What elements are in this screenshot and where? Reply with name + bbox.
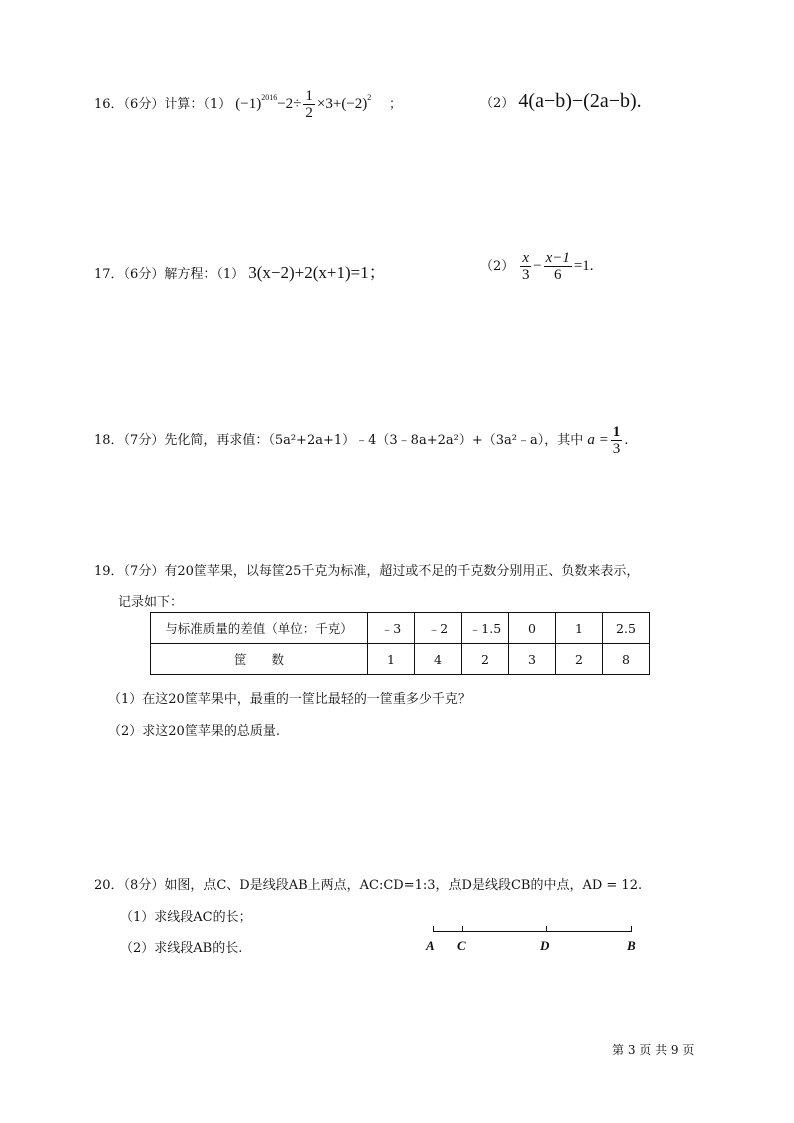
q19-text: 有20筐苹果，以每筐25千克为标准，超过或不足的千克数分别用正、负数来表示， bbox=[164, 564, 640, 579]
q19-sub2: （2）求这20筐苹果的总质量. bbox=[108, 724, 280, 739]
table-cell: 1 bbox=[556, 613, 603, 644]
point-label-a: A bbox=[426, 938, 435, 953]
q17-part2-label: （2） bbox=[480, 258, 515, 274]
tick-d bbox=[546, 926, 547, 932]
q17-fraction-1: $\frac{x}{3}$ bbox=[522, 250, 530, 283]
q16-expr-a: (−1) bbox=[235, 95, 262, 112]
q16-points: （6分） bbox=[123, 96, 165, 112]
table-cell: 1 bbox=[368, 644, 415, 675]
q19-line1 bbox=[94, 560, 639, 579]
q16 bbox=[94, 88, 402, 121]
q18-fraction: $\frac{1}{3}$ bbox=[612, 424, 621, 457]
tick-a bbox=[433, 926, 434, 932]
q20-sub1: （1）求线段AC的长； bbox=[120, 910, 252, 925]
q19-number: 19． bbox=[94, 564, 124, 579]
q16-fraction: $\frac{1}{2}$ bbox=[305, 88, 313, 121]
q17 bbox=[94, 258, 386, 283]
q18-end: . bbox=[624, 433, 629, 448]
q20-text: 如图，点C、D是线段AB上两点，AC:CD=1:3，点D是线段CB的中点，AD = 12. bbox=[164, 878, 643, 893]
q16-part2-label: （2） bbox=[480, 96, 515, 111]
q19-table bbox=[150, 612, 650, 675]
q18-number: 18． bbox=[94, 433, 124, 448]
q16-exponent-2: 2 bbox=[367, 92, 372, 102]
q17-part2-expression bbox=[518, 250, 594, 283]
q17-part1-label: （1） bbox=[216, 267, 245, 282]
q18-variable: a = bbox=[587, 432, 609, 448]
q17-number: 17． bbox=[94, 267, 124, 282]
q19-sub1: （1）在这20筐苹果中，最重的一筐比最轻的一筐重多少千克？ bbox=[108, 692, 471, 707]
q18-points: （7分） bbox=[123, 433, 165, 448]
q17-points: （6分） bbox=[123, 267, 165, 282]
q17-part2 bbox=[480, 250, 594, 283]
page-footer: 第 3 页 共 9 页 bbox=[612, 1043, 695, 1057]
q16-exponent: 2016 bbox=[261, 92, 278, 102]
table-row bbox=[151, 644, 650, 675]
table-cell: 4 bbox=[415, 644, 462, 675]
table-row bbox=[151, 613, 650, 644]
q20-number: 20． bbox=[94, 878, 124, 893]
q16-part1-label: （1） bbox=[203, 96, 232, 112]
table-cell: 2 bbox=[556, 644, 603, 675]
q17-fraction-2: $\frac{x-1}{6}$ bbox=[545, 250, 570, 283]
table-cell: 8 bbox=[603, 644, 650, 675]
q16-part1-expression bbox=[235, 88, 375, 121]
table-cell: 2.5 bbox=[603, 613, 650, 644]
table-cell: ﹣2 bbox=[415, 613, 462, 644]
point-label-b: B bbox=[627, 938, 636, 953]
table-cell: 0 bbox=[509, 613, 556, 644]
q16-part2-expression: 4(a−b)−(2a−b). bbox=[518, 90, 642, 112]
tick-c bbox=[462, 926, 463, 932]
q17-part1-expression: 3(x−2)+2(x+1)=1； bbox=[248, 263, 386, 282]
q20 bbox=[94, 874, 642, 893]
table-cell: ﹣3 bbox=[368, 613, 415, 644]
table-header-cell: 与标准质量的差值（单位：千克） bbox=[151, 613, 368, 644]
point-label-d: D bbox=[540, 938, 550, 953]
q16-expr-c: ×3+(−2) bbox=[316, 95, 368, 112]
q19-line2: 记录如下： bbox=[118, 595, 184, 610]
tick-b bbox=[631, 926, 632, 932]
q18 bbox=[94, 424, 628, 457]
q20-sub2: （2）求线段AB的长. bbox=[120, 941, 243, 956]
table-cell: 3 bbox=[509, 644, 556, 675]
table-cell: 2 bbox=[462, 644, 509, 675]
q19-points: （7分） bbox=[123, 564, 165, 579]
q17-rhs: =1. bbox=[573, 257, 594, 274]
q16-number: 16． bbox=[94, 96, 124, 112]
q17-minus: − bbox=[533, 257, 542, 274]
q17-lead: 解方程： bbox=[164, 267, 217, 282]
q16-expr-b: −2÷ bbox=[277, 95, 302, 112]
point-label-c: C bbox=[457, 938, 466, 953]
q16-separator: ； bbox=[389, 96, 403, 112]
table-cell: ﹣1.5 bbox=[462, 613, 509, 644]
table-header-cell: 筐 数 bbox=[151, 644, 368, 675]
q20-points: （8分） bbox=[123, 878, 165, 893]
q16-part2 bbox=[480, 90, 642, 113]
q16-lead: 计算： bbox=[164, 96, 204, 112]
q18-text: 先化简，再求值：（5a²+2a+1）﹣4（3﹣8a+2a²）+（3a²﹣a），其中 bbox=[164, 433, 584, 448]
